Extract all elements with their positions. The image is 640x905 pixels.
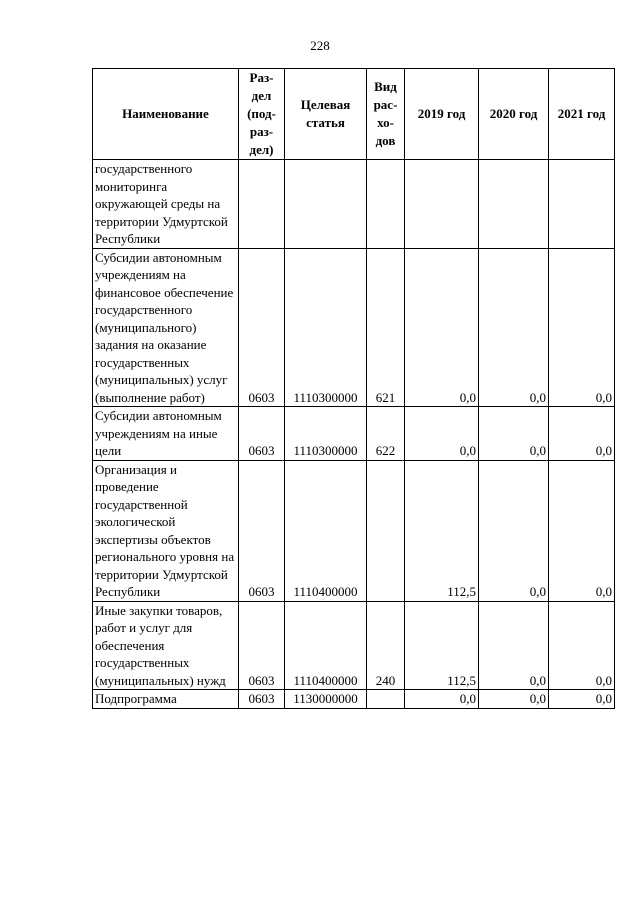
row-section: 0603 xyxy=(239,460,285,601)
row-target: 1110300000 xyxy=(285,407,367,461)
row-section: 0603 xyxy=(239,248,285,407)
row-section xyxy=(239,160,285,249)
row-target: 1110400000 xyxy=(285,601,367,690)
row-2020: 0,0 xyxy=(479,248,549,407)
row-name: Иные закупки товаров, работ и услуг для обеспечения государственных (муниципальных) нужд xyxy=(93,601,239,690)
row-target: 1110400000 xyxy=(285,460,367,601)
table-header-row xyxy=(93,69,615,160)
row-2019: 112,5 xyxy=(405,460,479,601)
row-name: Субсидии автономным учреждениям на финансовое обеспечение государственного (муниципального) задания на оказание государственных (муниципальных) услуг (выполнение работ) xyxy=(93,248,239,407)
row-expense xyxy=(367,690,405,709)
header-section: Раз- дел (под- раз- дел) xyxy=(239,69,285,160)
row-2020: 0,0 xyxy=(479,601,549,690)
row-expense xyxy=(367,160,405,249)
row-2020: 0,0 xyxy=(479,407,549,461)
row-name: Субсидии автономным учреждениям на иные цели xyxy=(93,407,239,461)
row-2021 xyxy=(549,160,615,249)
budget-table xyxy=(92,68,615,709)
row-2021: 0,0 xyxy=(549,460,615,601)
row-2020 xyxy=(479,160,549,249)
row-name: Подпрограмма xyxy=(93,690,239,709)
row-2021: 0,0 xyxy=(549,248,615,407)
row-2019 xyxy=(405,160,479,249)
row-target xyxy=(285,160,367,249)
header-2020: 2020 год xyxy=(479,69,549,160)
header-expense: Вид рас- хо- дов xyxy=(367,69,405,160)
row-2019: 0,0 xyxy=(405,690,479,709)
table-row xyxy=(93,248,615,407)
row-2020: 0,0 xyxy=(479,460,549,601)
row-2019: 0,0 xyxy=(405,248,479,407)
row-2020: 0,0 xyxy=(479,690,549,709)
row-section: 0603 xyxy=(239,407,285,461)
row-2021: 0,0 xyxy=(549,690,615,709)
row-2021: 0,0 xyxy=(549,601,615,690)
row-section: 0603 xyxy=(239,601,285,690)
row-name: Организация и проведение государственной экологической экспертизы объектов регионального уровня на территории Удмуртской Республики xyxy=(93,460,239,601)
row-expense xyxy=(367,460,405,601)
row-section: 0603 xyxy=(239,690,285,709)
table-row xyxy=(93,601,615,690)
row-2019: 112,5 xyxy=(405,601,479,690)
row-target: 1110300000 xyxy=(285,248,367,407)
row-2021: 0,0 xyxy=(549,407,615,461)
table-row xyxy=(93,160,615,249)
table-row xyxy=(93,690,615,709)
header-name: Наименование xyxy=(93,69,239,160)
row-expense: 240 xyxy=(367,601,405,690)
table-row xyxy=(93,407,615,461)
header-target: Целевая статья xyxy=(285,69,367,160)
table-row xyxy=(93,460,615,601)
header-2021: 2021 год xyxy=(549,69,615,160)
page-number: 228 xyxy=(310,38,330,53)
header-2019: 2019 год xyxy=(405,69,479,160)
row-target: 1130000000 xyxy=(285,690,367,709)
row-name: государственного мониторинга окружающей среды на территории Удмуртской Республики xyxy=(93,160,239,249)
row-expense: 621 xyxy=(367,248,405,407)
row-2019: 0,0 xyxy=(405,407,479,461)
row-expense: 622 xyxy=(367,407,405,461)
